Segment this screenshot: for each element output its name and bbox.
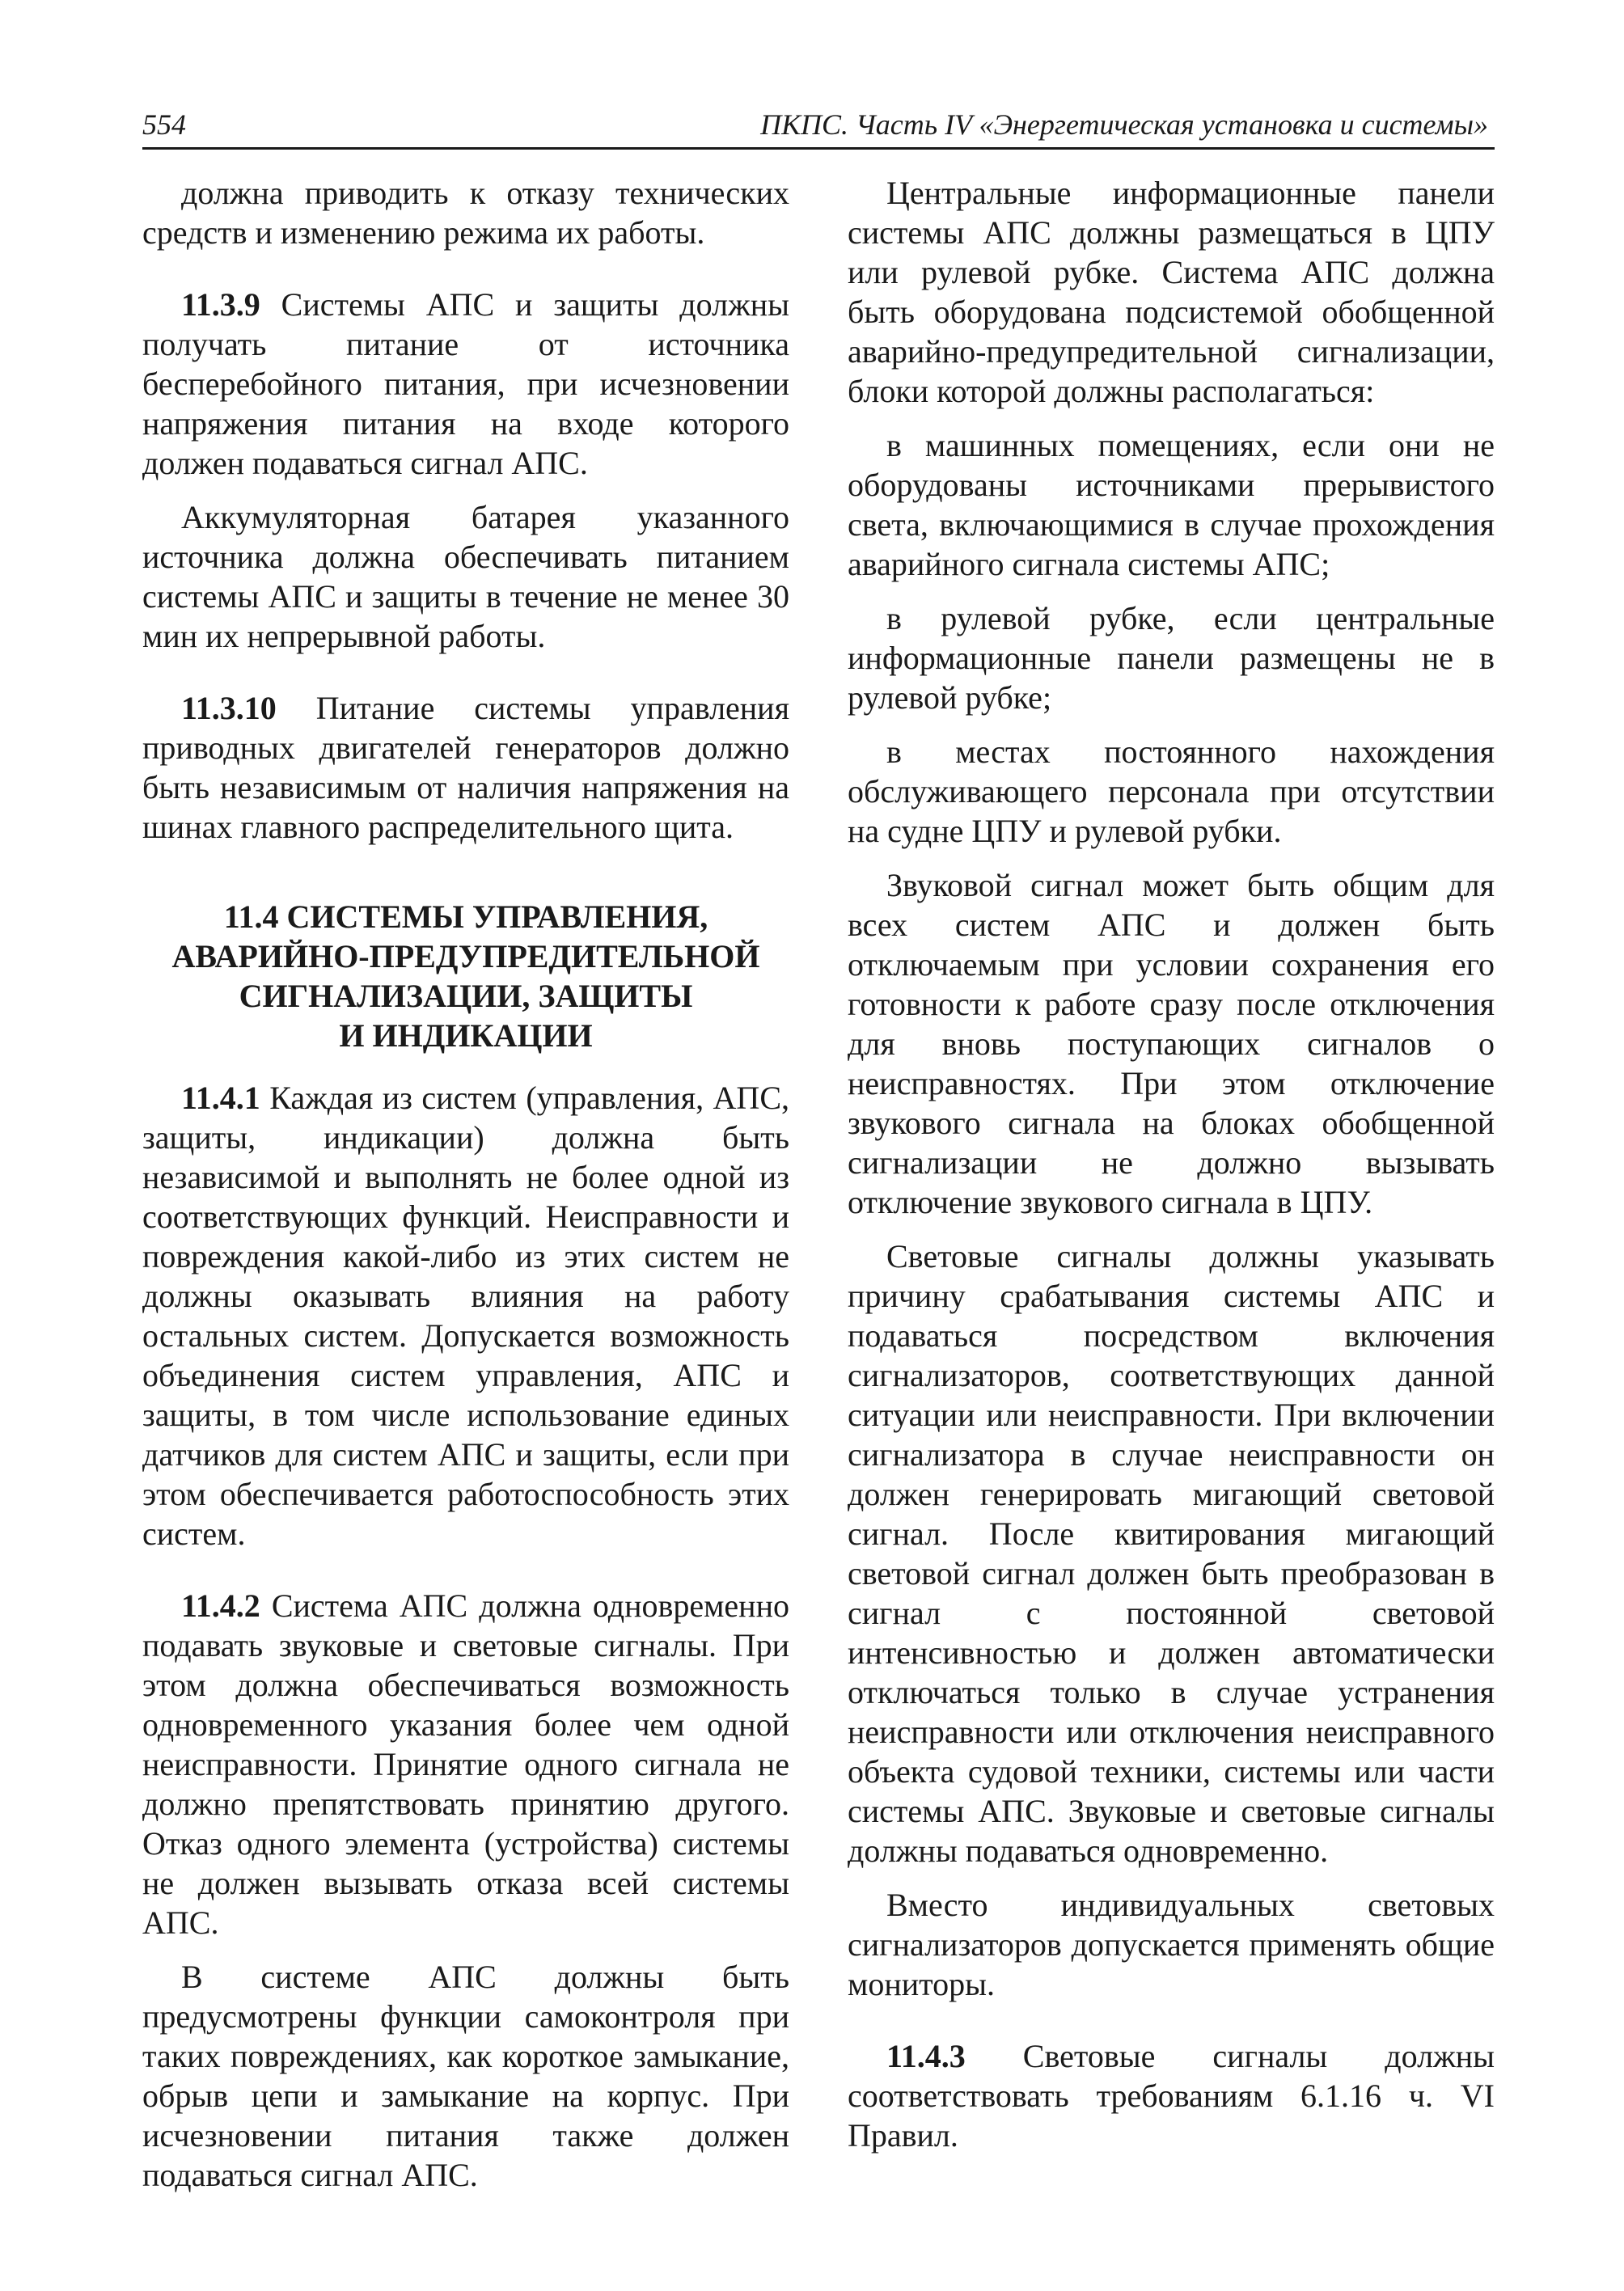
paragraph-self-check: В системе АПС должны быть предусмотрены функции самоконтроля при таких повреждениях, как короткое замыкание, обрыв цепи и замыкание на корпус. При исчезновении питания также должен подаваться сигнал АПС. [142, 1959, 789, 2193]
paragraph-monitors: Вместо индивидуальных световых сигнализаторов допускается применять общие мониторы. [848, 1887, 1495, 2002]
clause-number: 11.4.1 [181, 1080, 260, 1116]
paragraph-battery: Аккумуляторная батарея указанного источника должна обеспечивать питанием системы АПС и защиты в течение не менее 30 мин их непрерывной работы. [142, 499, 789, 654]
clause-text: Световые сигналы должны соответствовать требованиям 6.1.16 ч. VI Правил. [848, 2038, 1495, 2154]
paragraph-light-signals: Световые сигналы должны указывать причину срабатывания системы АПС и подаваться посредством включения сигнализаторов, соответствующих данной ситуации или неисправности. При включении сигнализатора в случае неисправности он должен генерировать мигающий световой сигнал. После квитирования мигающий световой сигнал должен быть преобразован в сигнал с постоянной световой интенсивностью и должен автоматически отключаться только в случае устранения неисправности или отключения неисправного объекта судовой техники, системы или части системы АПС. Звуковые и световые сигналы должны подаваться одновременно. [848, 1238, 1495, 1869]
paragraph-continuation: должна приводить к отказу технических средств и изменению режима их работы. [142, 175, 789, 251]
section-heading-line: И ИНДИКАЦИИ [339, 1017, 593, 1054]
clause-11-4-2 [142, 1586, 789, 1942]
running-header [142, 102, 1495, 150]
section-heading-line: СИГНАЛИЗАЦИИ, ЗАЩИТЫ [239, 978, 693, 1014]
left-column [142, 173, 789, 2209]
paragraph-sound-signal: Звуковой сигнал может быть общим для всех систем АПС и должен быть отключаемым при условии сохранения его готовности к работе сразу после отключения для вновь поступающих сигналов о неисправностях. При этом отключение звукового сигнала на блоках обобщенной сигнализации не должно вызывать отключение звукового сигнала в ЦПУ. [848, 867, 1495, 1220]
running-title: ПКПС. Часть IV «Энергетическая установка и системы» [760, 108, 1488, 141]
clause-11-4-1 [142, 1078, 789, 1553]
page-number: 554 [142, 108, 186, 141]
list-item-machinery: в машинных помещениях, если они не оборудованы источниками прерывистого света, включающимися в случае прохождения аварийного сигнала системы АПС; [848, 427, 1495, 582]
right-column [848, 173, 1495, 2170]
section-heading-line: АВАРИЙНО-ПРЕДУПРЕДИТЕЛЬНОЙ [171, 938, 760, 974]
list-item-wheelhouse: в рулевой рубке, если центральные информационные панели размещены не в рулевой рубке; [848, 600, 1495, 716]
clause-number: 11.4.3 [886, 2038, 966, 2074]
section-heading-11-4 [142, 897, 789, 1055]
clause-text: Система АПС должна одновременно подавать звуковые и световые сигналы. При этом должна обеспечиваться возможность одновременного указания более чем одной неисправности. Принятие одного сигнала не должно препятствовать принятию другого. Отказ одного элемента (устройства) системы не должен вызывать отказа всей системы АПС. [142, 1587, 789, 1941]
clause-number: 11.3.10 [181, 690, 277, 726]
clause-number: 11.3.9 [181, 286, 260, 323]
paragraph-panels: Центральные информационные панели системы АПС должны размещаться в ЦПУ или рулевой рубке. Система АПС должна быть оборудована подсистемой обобщенной аварийно-предупредительной сигнализации, блоки которой должны располагаться: [848, 175, 1495, 409]
section-heading-line: 11.4 СИСТЕМЫ УПРАВЛЕНИЯ, [223, 898, 708, 935]
clause-11-3-10 [142, 688, 789, 847]
clause-number: 11.4.2 [181, 1587, 260, 1624]
clause-11-4-3 [848, 2036, 1495, 2155]
clause-text: Каждая из систем (управления, АПС, защиты, индикации) должна быть независимой и выполнять не более одной из соответствующих функций. Неисправности и повреждения какой-либо из этих систем не должны оказывать влияния на работу остальных систем. Допускается возможность объединения систем управления, АПС и защиты, в том числе использование единых датчиков для систем АПС и защиты, если при этом обеспечивается работоспособность этих систем. [142, 1080, 789, 1552]
clause-text: Питание системы управления приводных двигателей генераторов должно быть независимым от наличия напряжения на шинах главного распределительного щита. [142, 690, 789, 845]
clause-11-3-9 [142, 285, 789, 483]
list-item-staff-location: в местах постоянного нахождения обслуживающего персонала при отсутствии на судне ЦПУ и рулевой рубки. [848, 733, 1495, 849]
clause-text: Системы АПС и защиты должны получать питание от источника бесперебойного питания, при исчезновении напряжения питания на входе которого должен подаваться сигнал АПС. [142, 286, 789, 481]
